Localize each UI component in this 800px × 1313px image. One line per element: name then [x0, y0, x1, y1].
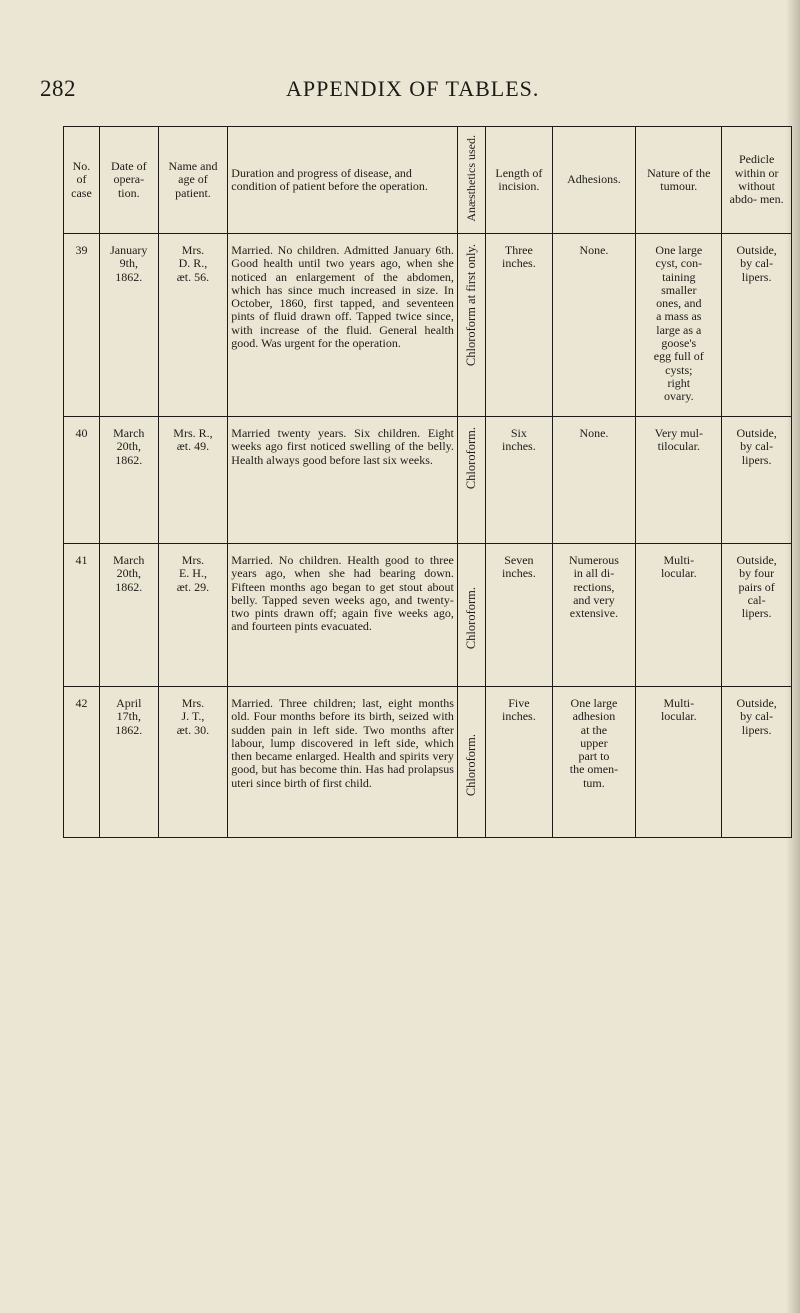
pedicle-position: Outside, by four pairs of cal- lipers. [722, 544, 792, 687]
header-pedicle: Pedicle within or without abdo- men. [722, 127, 792, 234]
patient-name-age: Mrs. R., æt. 49. [158, 417, 228, 544]
operation-date: April 17th, 1862. [99, 687, 158, 838]
tumour-nature: Multi- locular. [636, 544, 722, 687]
adhesions: None. [552, 417, 636, 544]
patient-name-age: Mrs. D. R., æt. 56. [158, 234, 228, 417]
case-number: 39 [64, 234, 100, 417]
case-number: 42 [64, 687, 100, 838]
patient-history: Married. Three children; last, eight months old. Four months before its birth, seized with sudden pain in left side. Two months after labour, lump discovered in left side, which then became enlarged. Health and spirits very good, but has become thin. Has had prolapsus uteri since birth of first child. [228, 687, 458, 838]
table-row [64, 417, 792, 544]
anaesthetic-used: Chloroform. [457, 687, 485, 838]
table-row [64, 234, 792, 417]
incision-length: Five inches. [486, 687, 552, 838]
header-duration: Duration and progress of disease, and condition of patient before the operation. [228, 127, 458, 234]
operation-date: March 20th, 1862. [99, 417, 158, 544]
adhesions: None. [552, 234, 636, 417]
adhesions: One large adhesion at the upper part to the omen- tum. [552, 687, 636, 838]
incision-length: Three inches. [486, 234, 552, 417]
incision-length: Six inches. [486, 417, 552, 544]
tumour-nature: One large cyst, con- taining smaller ones, and a mass as large as a goose's egg full of cysts; right ovary. [636, 234, 722, 417]
running-head: APPENDIX OF TABLES. [286, 76, 540, 101]
page-edge-shadow [786, 0, 800, 1313]
table-row [64, 687, 792, 838]
header-date: Date of opera- tion. [99, 127, 158, 234]
operation-date: March 20th, 1862. [99, 544, 158, 687]
ovariotomy-cases-table [63, 126, 792, 838]
header-adhesions: Adhesions. [552, 127, 636, 234]
anaesthetic-used: Chloroform. [457, 417, 485, 544]
adhesions: Numerous in all di- rections, and very extensive. [552, 544, 636, 687]
header-case-number: No. of case [64, 127, 100, 234]
page-number: 282 [40, 76, 76, 101]
pedicle-position: Outside, by cal- lipers. [722, 417, 792, 544]
tumour-nature: Multi- locular. [636, 687, 722, 838]
anaesthetic-used: Chloroform. [457, 544, 485, 687]
incision-length: Seven inches. [486, 544, 552, 687]
pedicle-position: Outside, by cal- lipers. [722, 234, 792, 417]
table-row [64, 544, 792, 687]
patient-history: Married. No children. Health good to three years ago, when she had bearing down. Fifteen months ago began to get stout about belly. Tapped seven weeks ago, and twenty-two pints drawn off; again five weeks ago, and fourteen pints evacuated. [228, 544, 458, 687]
case-number: 41 [64, 544, 100, 687]
header-nature: Nature of the tumour. [636, 127, 722, 234]
header-name-age: Name and age of patient. [158, 127, 228, 234]
page-header [0, 76, 800, 106]
operation-date: January 9th, 1862. [99, 234, 158, 417]
anaesthetic-used: Chloroform at first only. [457, 234, 485, 417]
patient-name-age: Mrs. J. T., æt. 30. [158, 687, 228, 838]
table-header-row [64, 127, 792, 234]
header-length: Length of incision. [486, 127, 552, 234]
tumour-nature: Very mul- tilocular. [636, 417, 722, 544]
header-anaesthetics: Anæsthetics used. [457, 127, 485, 234]
patient-history: Married twenty years. Six children. Eight weeks ago first noticed swelling of the belly. Health always good before last six weeks. [228, 417, 458, 544]
pedicle-position: Outside, by cal- lipers. [722, 687, 792, 838]
patient-name-age: Mrs. E. H., æt. 29. [158, 544, 228, 687]
case-number: 40 [64, 417, 100, 544]
patient-history: Married. No children. Admitted January 6th. Good health until two years ago, when she noticed an enlargement of the abdomen, which has since much increased in size. In October, 1860, first tapped, and seventeen pints of fluid drawn off. Tapped twice since, with increase of the fluid. General health good. Was urgent for the operation. [228, 234, 458, 417]
